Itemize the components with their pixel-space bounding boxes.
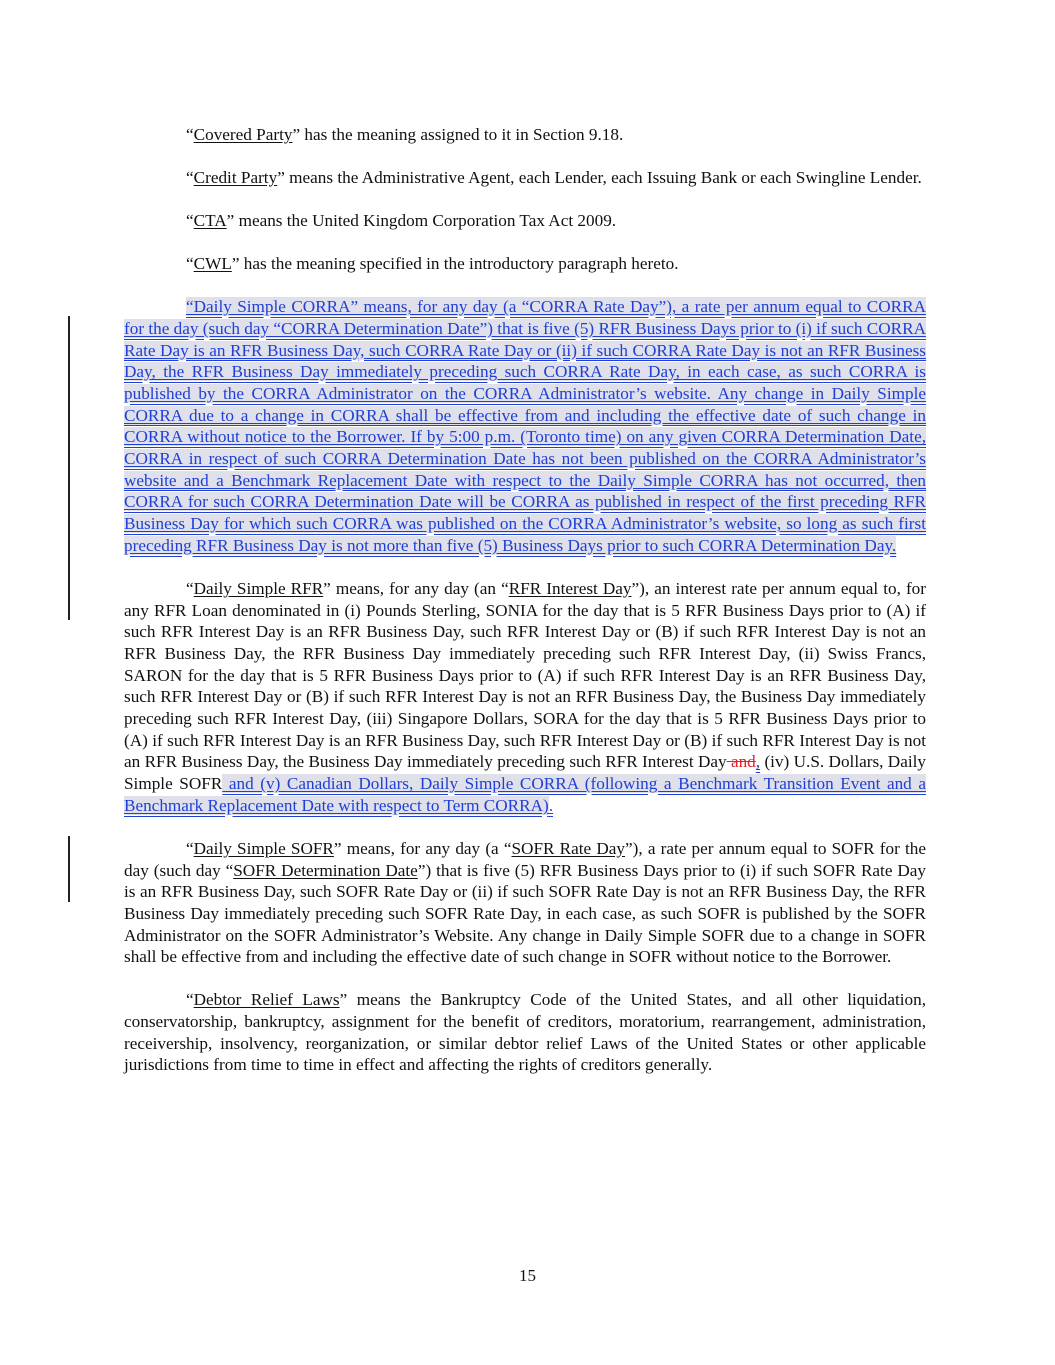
defined-subterm: RFR Interest Day	[508, 578, 632, 598]
inserted-text: “Daily Simple CORRA” means, for any day (a “CORRA Rate Day”), a rate per annum equal to CORRA for the day (such day “CORRA Determination Date”) that is five (5) RFR Business Days prior to (i) if such CORRA Rate Day is an RFR Business Day, such CORRA Rate Day or (ii) if such CORRA Rate Day is not an RFR Business Day, the RFR Business Day immediately preceding such CORRA Rate Day, in each case, as such CORRA is published by the CORRA Administrator on the CORRA Administrator’s website. Any change in Daily Simple CORRA due to a change in CORRA shall be effective from and including the effective date of such change in CORRA without notice to the Borrower. If by 5:00 p.m. (Toronto time) on any given CORRA Determination Date, CORRA in respect of such CORRA Determination Date has not been published on the CORRA Administrator’s website and a Benchmark Replacement Date with respect to the Daily Simple CORRA has not occurred, then CORRA for such CORRA Determination Date will be CORRA as published in respect of the first preceding RFR Business Day for which such CORRA was published on the CORRA Administrator’s website, so long as such first preceding RFR Business Day is not more than five (5) Business Days prior to such CORRA Determination Day.	[124, 297, 926, 555]
defined-term: CTA	[193, 211, 227, 231]
defined-subterm: SOFR Determination Date	[233, 860, 418, 880]
inserted-comma: ,	[755, 752, 761, 772]
inserted-text: and (v) Canadian Dollars, Daily Simple CORRA (following a Benchmark Transition Event and a Benchmark Replacement Date with respect to Term CORRA)	[124, 774, 926, 815]
definition-daily-simple-rfr: “Daily Simple RFR” means, for any day (an “RFR Interest Day”), an interest rate per annum equal to, for any RFR Loan denominated in (i) Pounds Sterling, SONIA for the day that is 5 RFR Business Days prior to (A) if such RFR Interest Day is an RFR Business Day, such RFR Interest Day or (B) if such RFR Interest Day is not an RFR Business Day, the RFR Business Day immediately preceding such RFR Interest Day, (ii) Swiss Francs, SARON for the day that is 5 RFR Business Days prior to (A) if such RFR Interest Day is an RFR Business Day, such RFR Interest Day or (B) if such RFR Interest Day is not an RFR Business Day, the Business Day immediately preceding such RFR Interest Day, (iii) Singapore Dollars, SORA for the day that is 5 RFR Business Days prior to (A) if such RFR Interest Day is an RFR Business Day, such RFR Interest Day or (B) if such RFR Interest Day is not an RFR Business Day, the Business Day immediately preceding such RFR Interest Day and, (iv) U.S. Dollars, Daily Simple SOFR and (v) Canadian Dollars, Daily Simple CORRA (following a Benchmark Transition Event and a Benchmark Replacement Date with respect to Term CORRA).	[124, 578, 926, 815]
definition-cta: “CTA” means the United Kingdom Corporation Tax Act 2009.	[186, 211, 617, 231]
defined-term: Covered Party	[193, 125, 293, 144]
document-body	[124, 124, 926, 1097]
deleted-text: and	[726, 752, 756, 772]
page-number: 15	[519, 1266, 536, 1285]
definition-daily-simple-sofr: “Daily Simple SOFR” means, for any day (a “SOFR Rate Day”), a rate per annum equal to SOFR for the day (such day “SOFR Determination Date”) that is five (5) RFR Business Days prior to (i) if such SOFR Rate Day is an RFR Business Day, such SOFR Rate Day or (ii) if such SOFR Rate Day is not an RFR Business Day, the RFR Business Day immediately preceding such SOFR Rate Day, in each case, as such SOFR is published by the SOFR Administrator on the SOFR Administrator’s Website. Any change in Daily Simple SOFR due to a change in SOFR shall be effective from and including the effective date of such change in SOFR without notice to the Borrower.	[124, 838, 926, 967]
definition-covered-party: “Covered Party” has the meaning assigned to it in Section 9.18.	[186, 125, 624, 144]
definition-cwl: “CWL” has the meaning specified in the introductory paragraph hereto.	[186, 254, 679, 274]
defined-term: Debtor Relief Laws	[193, 990, 340, 1010]
defined-term: Daily Simple RFR	[193, 578, 324, 598]
defined-subterm: SOFR Rate Day	[511, 838, 625, 858]
definition-credit-party: “Credit Party” means the Administrative Agent, each Lender, each Issuing Bank or each Swingline Lender.	[186, 168, 922, 188]
defined-term: Credit Party	[193, 168, 278, 188]
change-bar-rfr	[68, 836, 70, 902]
defined-term: CWL	[193, 254, 232, 274]
change-bar-corra	[68, 316, 70, 620]
definition-debtor-relief-laws: “Debtor Relief Laws” means the Bankruptcy Code of the United States, and all other liquidation, conservatorship, bankruptcy, assignment for the benefit of creditors, moratorium, rearrangement, administration, receivership, insolvency, reorganization, or similar debtor relief Laws of the United States or other applicable jurisdictions from time to time in effect and affecting the rights of creditors generally.	[124, 990, 926, 1075]
inserted-period: .	[548, 795, 553, 815]
defined-term: Daily Simple SOFR	[193, 838, 334, 858]
definition-daily-simple-corra	[124, 296, 926, 556]
